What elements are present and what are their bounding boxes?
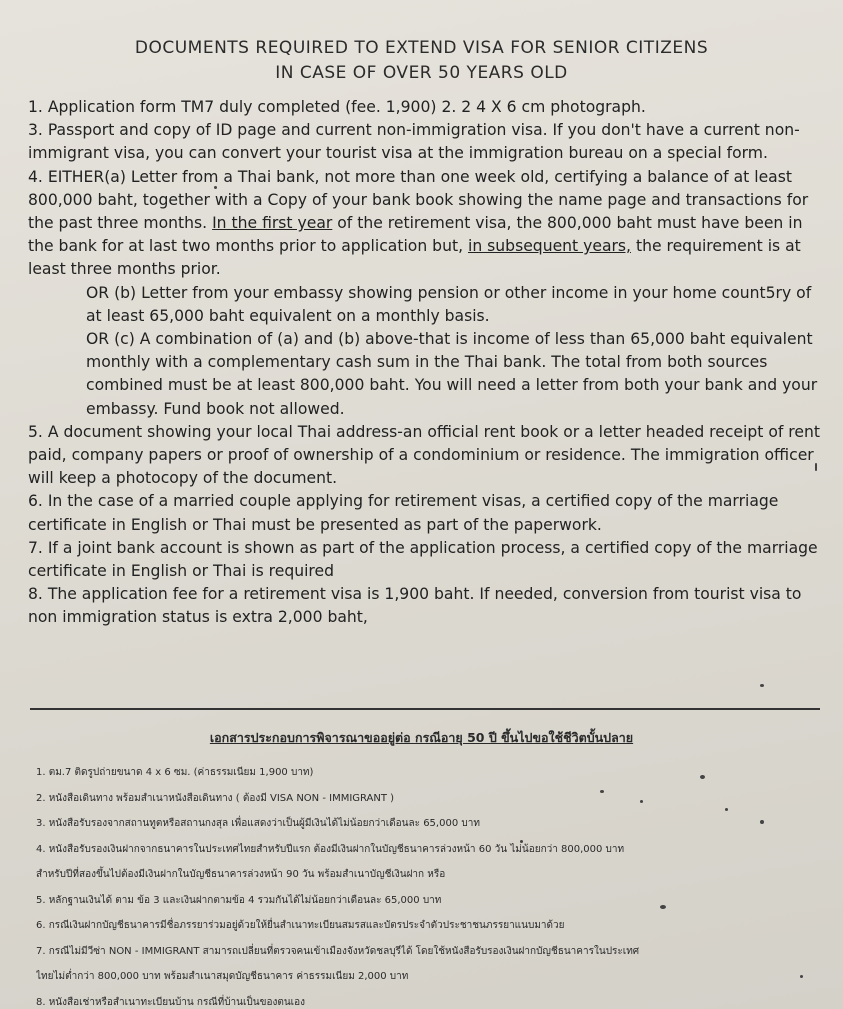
item-4b: OR (b) Letter from your embassy showing pension or other income in your home count5ry of at least 65,000 baht equivalent on a monthly basis. [86, 283, 812, 325]
thai-item-4: 4. หนังสือรับรองเงินฝากจากธนาคารในประเทศไทยสำหรับปีแรก ต้องมีเงินฝากในบัญชีธนาคารล่วงหน้า 60 วัน ไม่น้อยกว่า 800,000 บาท [36, 843, 625, 855]
photocopy-speck [800, 975, 803, 978]
thai-item-7: 7. กรณีไม่มีวีซ่า NON - IMMIGRANT สามารถเปลี่ยนที่ตรวจคนเข้าเมืองจังหวัดชลบุรีได้ โดยใช้หนังสือรับรองเงินฝากบัญชีธนาคารในประเทศ [36, 945, 640, 957]
document-title: DOCUMENTS REQUIRED TO EXTEND VISA FOR SENIOR CITIZENS [134, 38, 709, 58]
thai-item-2: 2. หนังสือเดินทาง พร้อมสำเนาหนังสือเดินทาง ( ต้องมี VISA NON - IMMIGRANT ) [36, 792, 395, 804]
thai-item-5: 5. หลักฐานเงินได้ ตาม ข้อ 3 และเงินฝากตามข้อ 4 รวมกันได้ไม่น้อยกว่าเดือนละ 65,000 บาท [36, 894, 442, 906]
item-7: 7. If a joint bank account is shown as part of the application process, a certified copy of the marriage certificate in English or Thai is required [28, 538, 818, 581]
thai-item-3: 3. หนังสือรับรองจากสถานทูตหรือสถานกงสุล เพื่อแสดงว่าเป็นผู้มีเงินได้ไม่น้อยกว่าเดือนละ 65,000 บาท [36, 818, 480, 829]
photocopy-speck [700, 775, 705, 779]
thai-item-6: 6. กรณีเงินฝากบัญชีธนาคารมีชื่อภรรยาร่วมอยู่ด้วยให้ยื่นสำเนาทะเบียนสมรสและบัตรประจำตัวประชาชนภรรยาแนบมาด้วย [36, 920, 565, 931]
thai-requirements [36, 760, 826, 1009]
item-1: 1. Application form TM7 duly completed (fee. 1,900) 2. 2 4 X 6 cm photograph. [28, 98, 646, 116]
thai-item-1: 1. ตม.7 ติดรูปถ่ายขนาด 4 x 6 ซม. (ค่าธรรมเนียม 1,900 บาท) [36, 767, 314, 778]
item-3: 3. Passport and copy of ID page and current non-immigration visa. If you don't have a current non-immigrant visa, you can convert your tourist visa at the immigration bureau on a special form. [28, 121, 800, 163]
photocopy-speck [815, 463, 817, 471]
item-4: 4. EITHER(a) Letter from a Thai bank, not more than one week old, certifying a balance of at least 800,000 baht, together with a Copy of your bank book showing the name page and transactions for the past three months. In the first year of the retirement visa, the 800,000 baht must have been in the bank for at last two months prior to application but, in subsequent years, the requirement is at least three months prior. [28, 167, 809, 279]
english-requirements [28, 96, 828, 630]
thai-item-4-cont: สำหรับปีที่สองขึ้นไปต้องมีเงินฝากในบัญชีธนาคารล่วงหน้า 90 วัน พร้อมสำเนาบัญชีเงินฝาก หรือ [36, 869, 446, 880]
photocopy-speck [520, 840, 523, 843]
thai-section-title: เอกสารประกอบการพิจารณาขออยู่ต่อ กรณีอายุ 50 ปี ขึ้นไปขอใช้ชีวิตบั้นปลาย [209, 730, 634, 745]
thai-item-8: 8. หนังสือเช่าหรือสำเนาทะเบียนบ้าน กรณีที่บ้านเป็นของตนเอง [36, 996, 305, 1008]
photocopy-speck [660, 905, 666, 909]
photocopy-speck [640, 800, 643, 803]
item-8: 8. The application fee for a retirement visa is 1,900 baht. If needed, conversion from tourist visa to non immigration status is extra 2,000 baht, [28, 585, 802, 627]
photocopy-speck [600, 790, 604, 793]
document-subtitle: IN CASE OF OVER 50 YEARS OLD [275, 63, 568, 83]
item-6: 6. In the case of a married couple applying for retirement visas, a certified copy of the marriage certificate in English or Thai must be presented as part of the paperwork. [28, 492, 779, 534]
photocopy-speck [725, 808, 728, 811]
thai-item-7-cont: ไทยไม่ต่ำกว่า 800,000 บาท พร้อมสำเนาสมุดบัญชีธนาคาร ค่าธรรมเนียม 2,000 บาท [36, 971, 409, 982]
section-divider [30, 708, 820, 710]
photocopy-speck [214, 186, 217, 189]
item-5: 5. A document showing your local Thai address-an official rent book or a letter headed receipt of rent paid, company papers or proof of ownership of a condominium or residence. The immigration officer will keep a photocopy of the document. [28, 422, 820, 488]
photocopy-speck [760, 684, 764, 687]
photocopy-speck [760, 820, 764, 824]
item-4c: OR (c) A combination of (a) and (b) above-that is income of less than 65,000 baht equivalent monthly with a complementary cash sum in the Thai bank. The total from both sources combined must be at least 800,000 baht. You will need a letter from both your bank and your embassy. Fund book not allowed. [86, 330, 818, 418]
first-year-underlined: In the first year [212, 214, 333, 233]
subsequent-years-underlined: in subsequent years, [468, 237, 631, 256]
